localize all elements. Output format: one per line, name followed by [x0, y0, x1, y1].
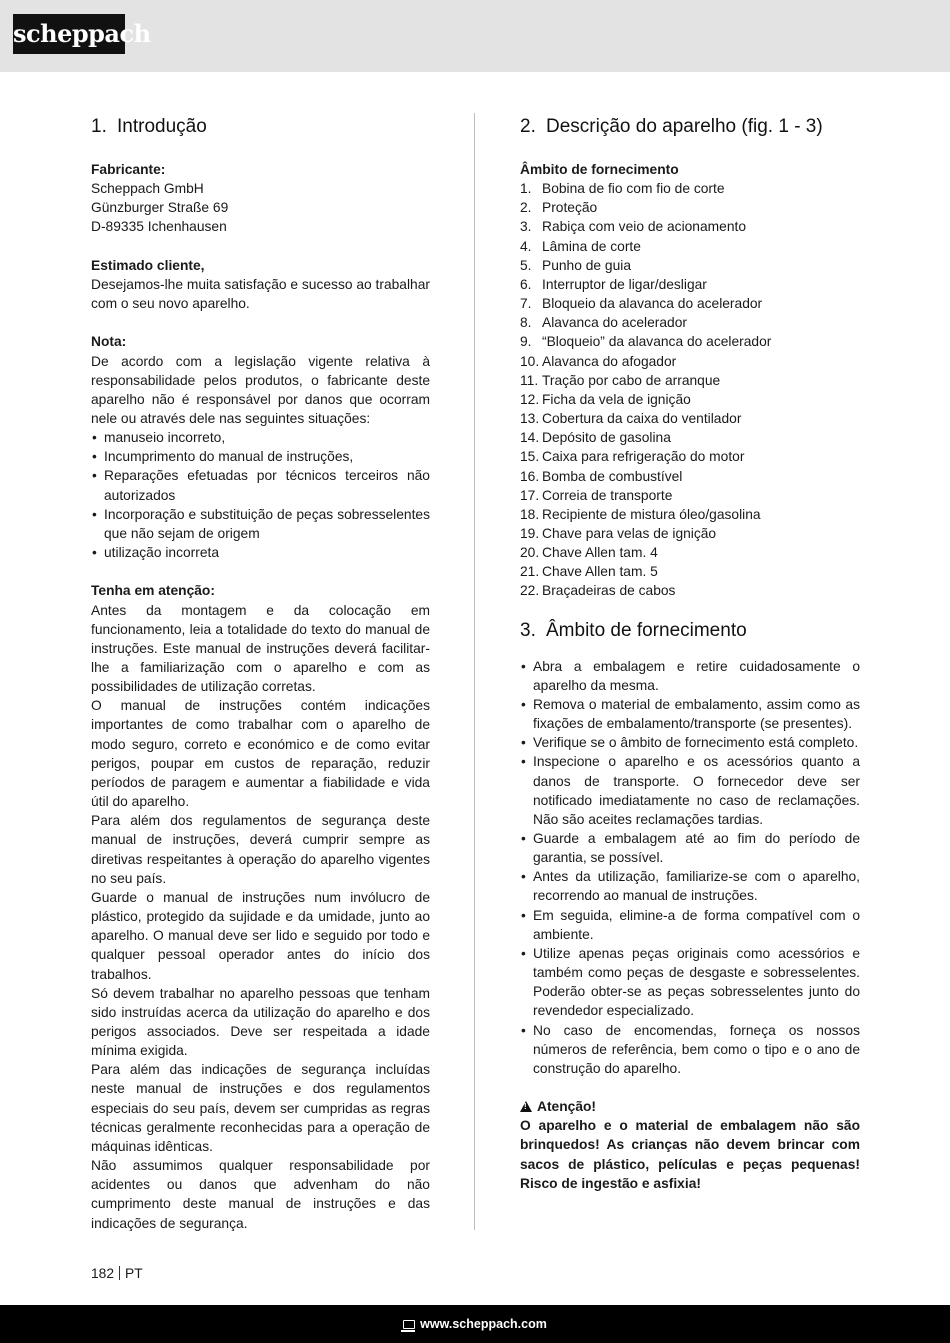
greeting-text: Desejamos-lhe muita satisfação e sucesso ao trabalhar com o seu novo aparelho. — [91, 276, 430, 312]
attention-label: Tenha em atenção: — [91, 583, 215, 599]
greeting-label: Estimado cliente, — [91, 257, 205, 273]
computer-icon — [403, 1320, 415, 1329]
attention-paragraph: Guarde o manual de instruções num invólucro de plástico, protegido da sujidade e da umidade, junto ao aparelho. O manual deve ser lido e seguido por todo e qualquer pessoal operador antes do início dos trabalhos. — [91, 889, 430, 982]
list-item: 1. Bobina de fio com fio de corte — [520, 181, 725, 197]
list-item: 7. Bloqueio da alavanca do acelerador — [520, 296, 763, 312]
manufacturer-label: Fabricante: — [91, 162, 166, 177]
attention-paragraph: Antes da montagem e da colocação em funcionamento, leia a totalidade do texto do manual de instruções. Este manual de instruções deverá facilitar-lhe a familiarização com o aparelho e com as possibilidades de utilização corretas. — [91, 602, 430, 695]
section-heading-introduction: 1. Introdução — [91, 116, 207, 137]
list-item: 12. Ficha da vela de ignição — [520, 391, 691, 407]
manufacturer-name: Scheppach GmbH — [91, 181, 204, 197]
list-item: 17. Correia de transporte — [520, 487, 673, 503]
warning-icon — [520, 1101, 532, 1112]
brand-logo: scheppach — [13, 14, 125, 54]
list-item: 18. Recipiente de mistura óleo/gasolina — [520, 506, 761, 522]
list-item: • Inspecione o aparelho e os acessórios quanto a danos de transporte. O fornecedor deve ser notificado imediatamente no caso de reclamações. Não são aceites reclamações tardias. — [520, 752, 860, 829]
right-column — [520, 114, 860, 1193]
page-number: 182 PT — [91, 1266, 143, 1281]
website-link[interactable]: www.scheppach.com — [420, 1317, 547, 1331]
warning-text: O aparelho e o material de embalagem não são brinquedos! As crianças não devem brincar com sacos de plástico, películas e peças pequenas! Risco de ingestão e asfixia! — [520, 1118, 860, 1191]
list-item: 11. Tração por cabo de arranque — [520, 372, 721, 388]
list-item: • Verifique se o âmbito de fornecimento está completo. — [520, 733, 860, 752]
list-item: • utilização incorreta — [91, 543, 430, 562]
list-item: 5. Punho de guia — [520, 257, 631, 273]
attention-paragraph: Para além das indicações de segurança incluídas neste manual de instruções e dos regulamentos especiais do seu país, devem ser cumpridas as regras técnicas geralmente reconhecidas para a operação de máquinas idênticas. — [91, 1062, 430, 1154]
list-item: 14. Depósito de gasolina — [520, 430, 671, 446]
list-item: 20. Chave Allen tam. 4 — [520, 545, 658, 561]
list-item: 8. Alavanca do acelerador — [520, 315, 687, 331]
supply-bullet-list — [520, 657, 860, 1078]
list-item: • Em seguida, elimine-a de forma compatível com o ambiente. — [520, 906, 860, 944]
list-item: 9. “Bloqueio” da alavanca do acelerador — [520, 334, 772, 350]
note-label: Nota: — [91, 334, 127, 350]
section-heading-device-description: 2. Descrição do aparelho (fig. 1 - 3) — [520, 116, 823, 137]
list-item: • Incorporação e substituição de peças sobresselentes que não sejam de origem — [91, 505, 430, 543]
parts-list — [520, 179, 860, 600]
list-item: • Utilize apenas peças originais como acessórios e também como peças de desgaste e sobresselentes. Poderão obter-se as peças sobresselentes junto do revendedor especializado. — [520, 944, 860, 1021]
attention-paragraph: Para além dos regulamentos de segurança deste manual de instruções, deverá cumprir sempre as diretivas respeitantes à operação do aparelho vigentes no seu país. — [91, 813, 430, 886]
list-item: 13. Cobertura da caixa do ventilador — [520, 411, 742, 427]
manufacturer-street: Günzburger Straße 69 — [91, 200, 229, 216]
manufacturer-city: D-89335 Ichenhausen — [91, 219, 227, 235]
list-item: • Abra a embalagem e retire cuidadosamente o aparelho da mesma. — [520, 657, 860, 695]
list-item: • Guarde a embalagem até ao fim do período de garantia, se possível. — [520, 829, 860, 867]
list-item: 2. Proteção — [520, 200, 598, 216]
list-item: 10. Alavanca do afogador — [520, 353, 677, 369]
header-bar — [0, 0, 950, 72]
list-item: • manuseio incorreto, — [91, 428, 430, 447]
attention-paragraph: O manual de instruções contém indicações importantes de como trabalhar com o aparelho de modo seguro, correto e económico e de como evitar perigos, poupar em custos de reparação, reduzir períodos de paragem e aumentar a fiabilidade e vida útil do aparelho. — [91, 698, 430, 810]
list-item: 15. Caixa para refrigeração do motor — [520, 449, 745, 465]
list-item: • Incumprimento do manual de instruções, — [91, 447, 430, 466]
warning-heading: !Atenção! — [520, 1097, 860, 1116]
note-bullet-list — [91, 428, 430, 562]
list-item: 3. Rabiça com veio de acionamento — [520, 219, 747, 235]
list-item: • Remova o material de embalamento, assim como as fixações de embalamento/transporte (se presentes). — [520, 695, 860, 733]
list-item: 19. Chave para velas de ignição — [520, 525, 717, 541]
footer-bar — [0, 1305, 950, 1343]
list-item: • Antes da utilização, familiarize-se com o aparelho, recorrendo ao manual de instruções. — [520, 867, 860, 905]
section-heading-scope-of-delivery: 3. Âmbito de fornecimento — [520, 619, 747, 641]
list-item: 6. Interruptor de ligar/desligar — [520, 276, 707, 292]
list-item: 4. Lâmina de corte — [520, 238, 641, 254]
list-item: • Reparações efetuadas por técnicos terceiros não autorizados — [91, 466, 430, 504]
list-item: • No caso de encomendas, forneça os nossos números de referência, bem como o tipo e o ano de construção do aparelho. — [520, 1021, 860, 1078]
list-item: 22. Braçadeiras de cabos — [520, 583, 676, 599]
left-column — [91, 114, 430, 1233]
attention-paragraph: Só devem trabalhar no aparelho pessoas que tenham sido instruídas acerca da utilização do aparelho e dos perigos associados. Deve ser respeitada a idade mínima exigida. — [91, 985, 430, 1059]
scope-label: Âmbito de fornecimento — [520, 162, 679, 177]
list-item: 16. Bomba de combustível — [520, 468, 683, 484]
column-divider — [474, 113, 475, 1230]
attention-paragraph: Não assumimos qualquer responsabilidade por acidentes ou danos que advenham do não cumprimento deste manual de instruções e das indicações de segurança. — [91, 1158, 430, 1231]
list-item: 21. Chave Allen tam. 5 — [520, 564, 658, 580]
note-text: De acordo com a legislação vigente relativa à responsabilidade pelos produtos, o fabricante deste aparelho não é responsável por danos que ocorram nele ou através dele nas seguintes situações: — [91, 353, 430, 426]
